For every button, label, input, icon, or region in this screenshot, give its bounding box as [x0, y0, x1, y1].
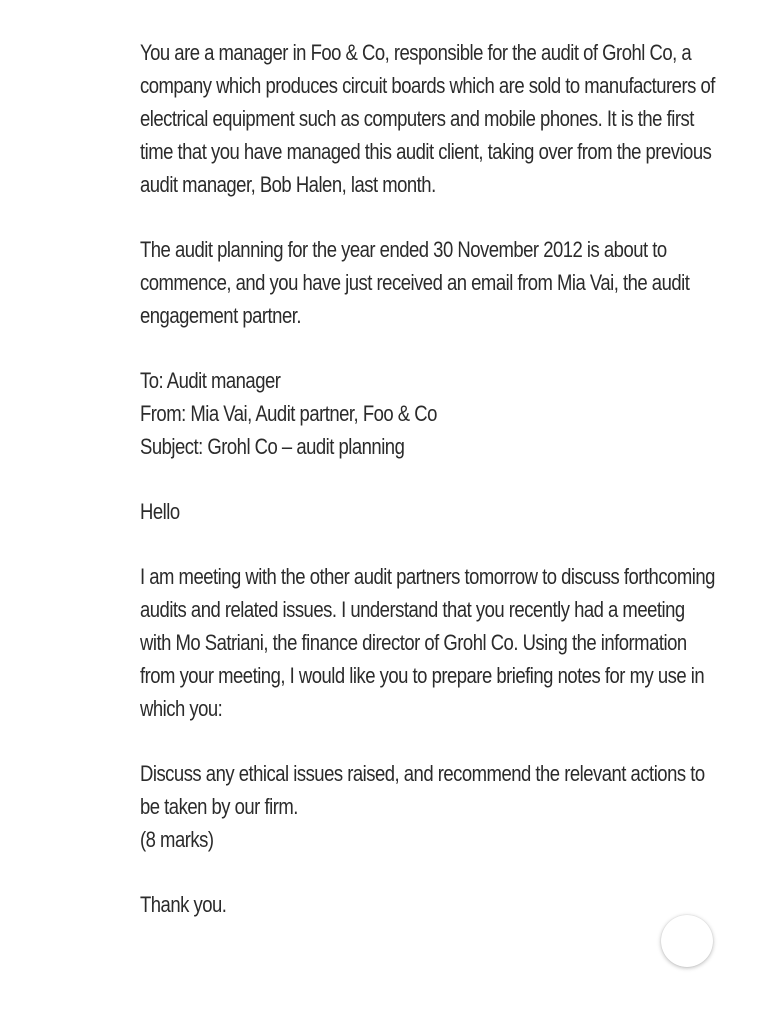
- email-from: From: Mia Vai, Audit partner, Foo & Co: [140, 401, 437, 426]
- email-subject: Subject: Grohl Co – audit planning: [140, 434, 405, 459]
- email-closing: Thank you.: [140, 892, 227, 917]
- email-header: [140, 364, 720, 463]
- task-text: Discuss any ethical issues raised, and recommend the relevant actions to be taken by our firm.: [140, 761, 705, 819]
- email-task: [140, 757, 720, 856]
- document-body: [140, 36, 720, 953]
- task-marks: (8 marks): [140, 827, 214, 852]
- email-body: I am meeting with the other audit partners tomorrow to discuss forthcoming audits and related issues. I understand that you recently had a meeting with Mo Satriani, the finance director of Grohl Co. Using the information from your meeting, I would like you to prepare briefing notes for my use in which you:: [140, 564, 715, 721]
- email-greeting: Hello: [140, 499, 180, 524]
- floating-action-button[interactable]: [661, 915, 713, 967]
- intro-paragraph: You are a manager in Foo & Co, responsible for the audit of Grohl Co, a company which produces circuit boards which are sold to manufacturers of electrical equipment such as computers and mobile phones. It is the first time that you have managed this audit client, taking over from the previous audit manager, Bob Halen, last month.: [140, 40, 715, 197]
- planning-paragraph: The audit planning for the year ended 30 November 2012 is about to commence, and you have just received an email from Mia Vai, the audit engagement partner.: [140, 237, 690, 328]
- email-to: To: Audit manager: [140, 368, 281, 393]
